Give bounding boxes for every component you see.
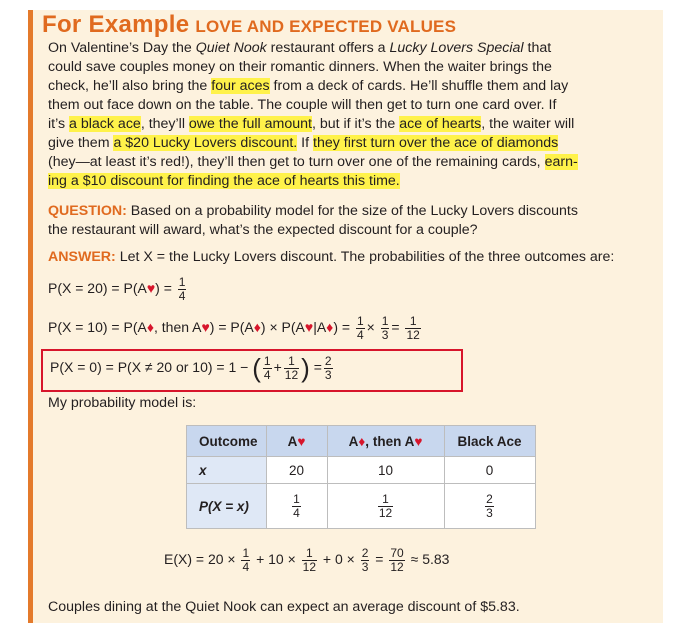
diamond-suit-icon: ♦ <box>326 319 334 336</box>
highlighted-text: they first turn over the ace of diamonds <box>313 135 559 151</box>
question-line-2: the restaurant will award, what’s the expected discount for a couple? <box>48 222 478 238</box>
story-line <box>48 115 574 134</box>
accent-bar <box>28 10 33 623</box>
model-intro: My probability model is: <box>48 395 197 411</box>
story-line <box>48 172 400 191</box>
diamond-suit-icon: ♦ <box>358 433 366 449</box>
header-ace-diamonds-then-hearts: A♦, then A♥ <box>327 426 444 457</box>
table-cell: 10 <box>327 457 444 484</box>
highlighted-text: earn- <box>544 154 578 170</box>
table-cell: $\frac{1}{12}$ <box>327 484 444 529</box>
highlighted-text: four aces <box>211 78 270 94</box>
answer-text: Let X = the Lucky Lovers discount. The probabilities of the three outcomes are: <box>119 249 615 265</box>
fraction-1-12: $\frac{1}{12}$ <box>302 546 317 574</box>
story-line <box>48 134 558 153</box>
heart-suit-icon: ♥ <box>304 319 314 336</box>
story-text: it’s <box>48 116 70 132</box>
heart-suit-icon: ♥ <box>297 433 306 449</box>
question-line-1 <box>48 202 578 221</box>
highlighted-text: a $20 Lucky Lovers discount. <box>113 135 298 151</box>
answer-label: ANSWER: <box>48 249 116 265</box>
story-text: Lucky Lovers Special <box>389 40 524 56</box>
question-label: QUESTION: <box>48 203 127 219</box>
story-text: could save couples money on their romantic dinners. When the waiter brings the <box>48 59 552 75</box>
story-text: , but if it’s the <box>311 116 400 132</box>
header-black-ace: Black Ace <box>444 426 535 457</box>
highlighted-text: ing a $10 discount for finding the ace of hearts this time. <box>48 173 400 189</box>
story-text: , they’ll <box>140 116 189 132</box>
heart-suit-icon: ♥ <box>201 319 210 336</box>
fraction-1-4: $\frac{1}{4}$ <box>356 314 364 342</box>
equation-p0: P(X = 0) = P(X ≠ 20 or 10) = 1 − ( $\frac{1}{4}$ + $\frac{1}{12}$ ) = $\frac{2}{3}$ <box>50 353 332 383</box>
fraction-1-12: $\frac{1}{12}$ <box>284 354 299 382</box>
conclusion-text: Couples dining at the Quiet Nook can expect an average discount of $5.83. <box>48 599 520 615</box>
row-label-prob: P(X = x) <box>187 484 267 529</box>
heart-suit-icon: ♥ <box>146 280 156 297</box>
expected-value-equation: E(X) = 20 × $\frac{1}{4}$ + 10 × $\frac{1}{12}$ + 0 × $\frac{2}{3}$ = $\frac{70}{12}$ ≈ 5.83 <box>164 546 450 574</box>
answer-line <box>48 248 614 267</box>
equation-p20: P(X = 20) = P(A♥) = $\frac{1}{4}$ <box>48 275 186 303</box>
diamond-suit-icon: ♦ <box>146 319 154 336</box>
fraction-1-4: $\frac{1}{4}$ <box>178 275 186 303</box>
example-title <box>42 11 456 39</box>
probability-model-table <box>186 425 536 529</box>
fraction-1-4: $\frac{1}{4}$ <box>263 354 271 382</box>
fraction-2-3: $\frac{2}{3}$ <box>324 354 332 382</box>
header-ace-hearts: A♥ <box>266 426 327 457</box>
diamond-suit-icon: ♦ <box>253 319 261 336</box>
story-text: Quiet Nook <box>195 40 267 56</box>
story-text: that <box>523 40 552 56</box>
equation-p10: P(X = 10) = P(A♦, then A♥) = P(A♦) × P(A♥|A♦) = $\frac{1}{4}$ × $\frac{1}{3}$ = $\frac{1}{12}$ <box>48 314 420 342</box>
table-cell: $\frac{2}{3}$ <box>444 484 535 529</box>
story-text: (hey—at least it’s red!), they’ll then get to turn over one of the remaining cards, <box>48 154 545 170</box>
story-line <box>48 96 556 115</box>
story-text: give them <box>48 135 114 151</box>
highlighted-text: ace of hearts <box>399 116 482 132</box>
fraction-1-12: $\frac{1}{12}$ <box>406 314 420 342</box>
table-row <box>187 484 536 529</box>
table-header-row <box>187 426 536 457</box>
fraction-1-4: $\frac{1}{4}$ <box>242 546 250 574</box>
question-text-1: Based on a probability model for the size of the Lucky Lovers discounts <box>130 203 578 219</box>
fraction-70-12: $\frac{70}{12}$ <box>390 546 404 574</box>
story-line <box>48 153 578 172</box>
example-topic: LOVE AND EXPECTED VALUES <box>195 17 457 36</box>
row-label-x: x <box>187 457 267 484</box>
story-text: them out face down on the table. The couple will then get to turn one card over. If <box>48 97 557 113</box>
story-line <box>48 77 568 96</box>
story-text: On Valentine’s Day the <box>48 40 196 56</box>
story-text: , the waiter will <box>481 116 575 132</box>
story-text: check, he’ll also bring the <box>48 78 212 94</box>
fraction-1-3: $\frac{1}{3}$ <box>381 314 389 342</box>
heart-suit-icon: ♥ <box>414 433 423 449</box>
header-outcome: Outcome <box>187 426 267 457</box>
story-text: from a deck of cards. He’ll shuffle them and lay <box>269 78 569 94</box>
story-line <box>48 58 552 77</box>
example-label: For Example <box>42 11 190 38</box>
table-row <box>187 457 536 484</box>
table-cell: 0 <box>444 457 535 484</box>
fraction-2-3: $\frac{2}{3}$ <box>361 546 369 574</box>
highlighted-text: owe the full amount <box>188 116 312 132</box>
story-line <box>48 39 551 58</box>
highlighted-text: a black ace <box>69 116 141 132</box>
table-cell: 20 <box>266 457 327 484</box>
story-text: restaurant offers a <box>266 40 390 56</box>
story-text: If <box>297 135 313 151</box>
table-cell: $\frac{1}{4}$ <box>266 484 327 529</box>
